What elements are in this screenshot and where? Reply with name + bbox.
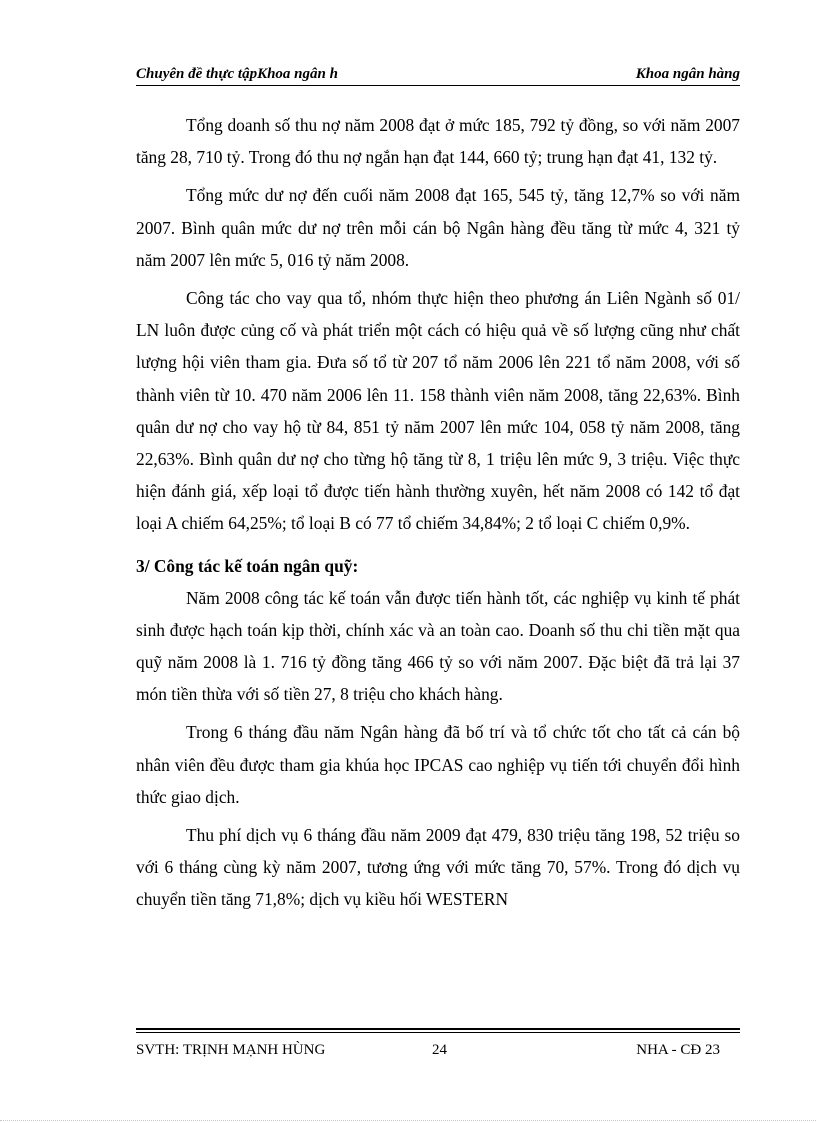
document-body bbox=[136, 109, 740, 916]
paragraph-training: Trong 6 tháng đầu năm Ngân hàng đã bố trí và tổ chức tốt cho tất cả cán bộ nhân viên đều được tham gia khúa học IPCAS cao nghiệp vụ tiến tới chuyển đổi hình thức giao dịch. bbox=[136, 722, 740, 807]
paragraph-outstanding-debt: Tổng mức dư nợ đến cuối năm 2008 đạt 165, 545 tỷ, tăng 12,7% so với năm 2007. Bình quân mức dư nợ trên mỗi cán bộ Ngân hàng đều tăng từ mức 4, 321 tỷ năm 2007 lên mức 5, 016 tỷ năm 2008. bbox=[136, 185, 740, 270]
page-footer bbox=[136, 1042, 740, 1064]
header-divider bbox=[136, 85, 740, 86]
paragraph-accounting: Năm 2008 công tác kế toán vẫn được tiến hành tốt, các nghiệp vụ kinh tế phát sinh được hạch toán kịp thời, chính xác và an toàn cao. Doanh số thu chi tiền mặt qua quỹ năm 2008 là 1. 716 tỷ đồng tăng 466 tỷ so với năm 2007. Đặc biệt đã trả lại 37 món tiền thừa với số tiền 27, 8 triệu cho khách hàng. bbox=[136, 587, 740, 705]
paragraph-group-lending: Công tác cho vay qua tổ, nhóm thực hiện theo phương án Liên Ngành số 01/ LN luôn được củng cố và phát triển một cách có hiệu quả về số lượng cũng như chất lượng hội viên tham gia. Đưa số tổ từ 207 tổ năm 2006 lên 221 tổ năm 2008, với số thành viên từ 10. 470 năm 2006 lên 11. 158 thành viên năm 2008, tăng 22,63%. Bình quân dư nợ cho vay hộ từ 84, 851 tỷ năm 2007 lên mức 104, 058 tỷ năm 2008, tăng 22,63%. Bình quân dư nợ cho từng hộ tăng từ 8, 1 triệu lên mức 9, 3 triệu. Việc thực hiện đánh giá, xếp loại tổ được tiến hành thường xuyên, hết năm 2008 có 142 tổ đạt loại A chiếm 64,25%; tổ loại B có 77 tổ chiếm 34,84%; 2 tổ loại C chiếm 0,9%. bbox=[136, 288, 740, 534]
page-header bbox=[136, 64, 740, 86]
header-faculty: Khoa ngân hàng bbox=[635, 66, 740, 82]
footer-student-name: SVTH: TRỊNH MẠNH HÙNG bbox=[136, 1042, 326, 1058]
header-document-title: Chuyên đề thực tậpKhoa ngân h bbox=[136, 66, 338, 82]
footer-class-code: NHA - CĐ 23 bbox=[636, 1042, 720, 1058]
page-edge bbox=[0, 1120, 816, 1121]
page-number: 24 bbox=[432, 1042, 447, 1058]
paragraph-service-fees: Thu phí dịch vụ 6 tháng đầu năm 2009 đạt 479, 830 triệu tăng 198, 52 triệu so với 6 tháng cùng kỳ năm 2007, tương ứng với mức tăng 70, 57%. Trong đó dịch vụ chuyển tiền tăng 71,8%; dịch vụ kiều hối WESTERN bbox=[136, 825, 740, 910]
paragraph-debt-collection: Tổng doanh số thu nợ năm 2008 đạt ở mức 185, 792 tỷ đồng, so với năm 2007 tăng 28, 710 tỷ. Trong đó thu nợ ngắn hạn đạt 144, 660 tỷ; trung hạn đạt 41, 132 tỷ. bbox=[136, 115, 740, 168]
section-heading: 3/ Công tác kế toán ngân quỹ: bbox=[136, 555, 359, 576]
footer-divider-thick bbox=[136, 1028, 740, 1030]
footer-divider-thin bbox=[136, 1032, 740, 1033]
